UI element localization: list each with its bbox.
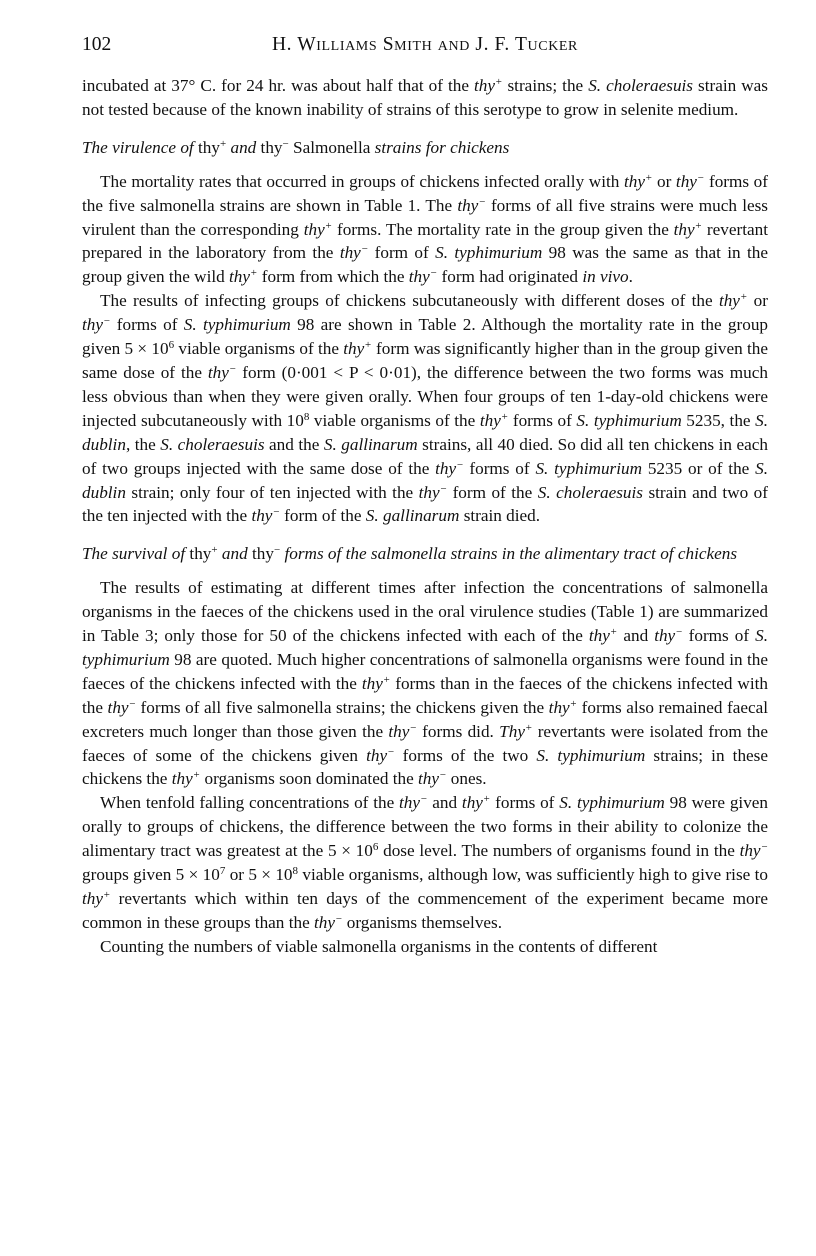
paragraph-counting-organisms: Counting the numbers of viable salmonella organisms in the contents of different (100, 936, 658, 956)
paragraph-tenfold-concentrations: When tenfold falling concentrations of the thy− and thy+ forms of S. typhimurium 98 were given orally to groups of chickens, the difference between the two forms in their ability to colonize the alimentary tract was greatest at the $5 \times 10^6$ dose level. The numbers of organisms found in the thy− groups given $5 \times 10^7$ or $5 \times 10^8$ viable organisms, although low, was sufficiently high to give rise to thy+ revertants which within ten days of the commencement of the experiment became more common in these groups than the thy− organisms themselves. (82, 793, 769, 932)
paragraph-oral-virulence: The mortality rates that occurred in groups of chickens infected orally with thy+ or thy− forms of the five salmonella strains are shown in Table 1. The thy− forms of all five strains were much less virulent than the corresponding thy+ forms. The mortality rate in the group given the thy+ revertant prepared in the laboratory from the thy− form of S. typhimurium 98 was the same as that in the group given the wild thy+ form from which the thy− form had originated in vivo. (82, 171, 768, 287)
running-header (82, 34, 768, 74)
section-heading-survival: The survival of thy+ and thy− forms of the salmonella strains in the alimentary tract of chickens (82, 544, 738, 564)
paragraph-continued: incubated at 37° C. for 24 hr. was about half that of the thy+ strains; the S. choleraesuis strain was not tested because of the known inability of strains of this serotype to grow in selenite medium. (82, 76, 768, 119)
running-head-authors: H. Williams Smith and J. F. Tucker (271, 34, 578, 55)
journal-page (82, 34, 768, 959)
paragraph-faecal-concentrations: The results of estimating at different times after infection the concentrations of salmonella organisms in the faeces of the chickens used in the oral virulence studies (Table 1) are summarized in Table 3; only those for 50 of the chickens infected with each of the thy+ and thy− forms of S. typhimurium 98 are quoted. Much higher concentrations of salmonella organisms were found in the faeces of the chickens infected with the thy+ forms than in the faeces of the chickens infected with the thy− forms of all five salmonella strains; the chickens given the thy+ forms also remained faecal excreters much longer than those given the thy− forms did. Thy+ revertants were isolated from the faeces of some of the chickens given thy− forms of the two S. typhimurium strains; in these chickens the thy+ organisms soon dominated the thy− ones. (82, 578, 769, 789)
page-number: 102 (82, 34, 112, 55)
paragraph-subcutaneous-virulence: The results of infecting groups of chickens subcutaneously with different doses of the thy+ or thy− forms of S. typhimurium 98 are shown in Table 2. Although the mortality rate in the group given $5 \times 10^6$ viable organisms of the thy+ form was significantly higher than in the group given the same dose of the thy− form (0·001 < P < 0·01), the difference between the two forms was much less obvious than when they were given orally. When four groups of ten 1-day-old chickens were injected subcutaneously with $10^8$ viable organisms of the thy+ forms of S. typhimurium 5235, the S. dublin, the S. choleraesuis and the S. gallinarum strains, all 40 died. So did all ten chickens in each of two groups injected with the same dose of the thy− forms of S. typhimurium 5235 or of the S. dublin strain; only four of ten injected with the thy− form of the S. choleraesuis strain and two of the ten injected with the thy− form of the S. gallinarum strain died. (82, 291, 769, 526)
section-heading-virulence: The virulence of thy+ and thy− Salmonella strains for chickens (82, 137, 510, 157)
